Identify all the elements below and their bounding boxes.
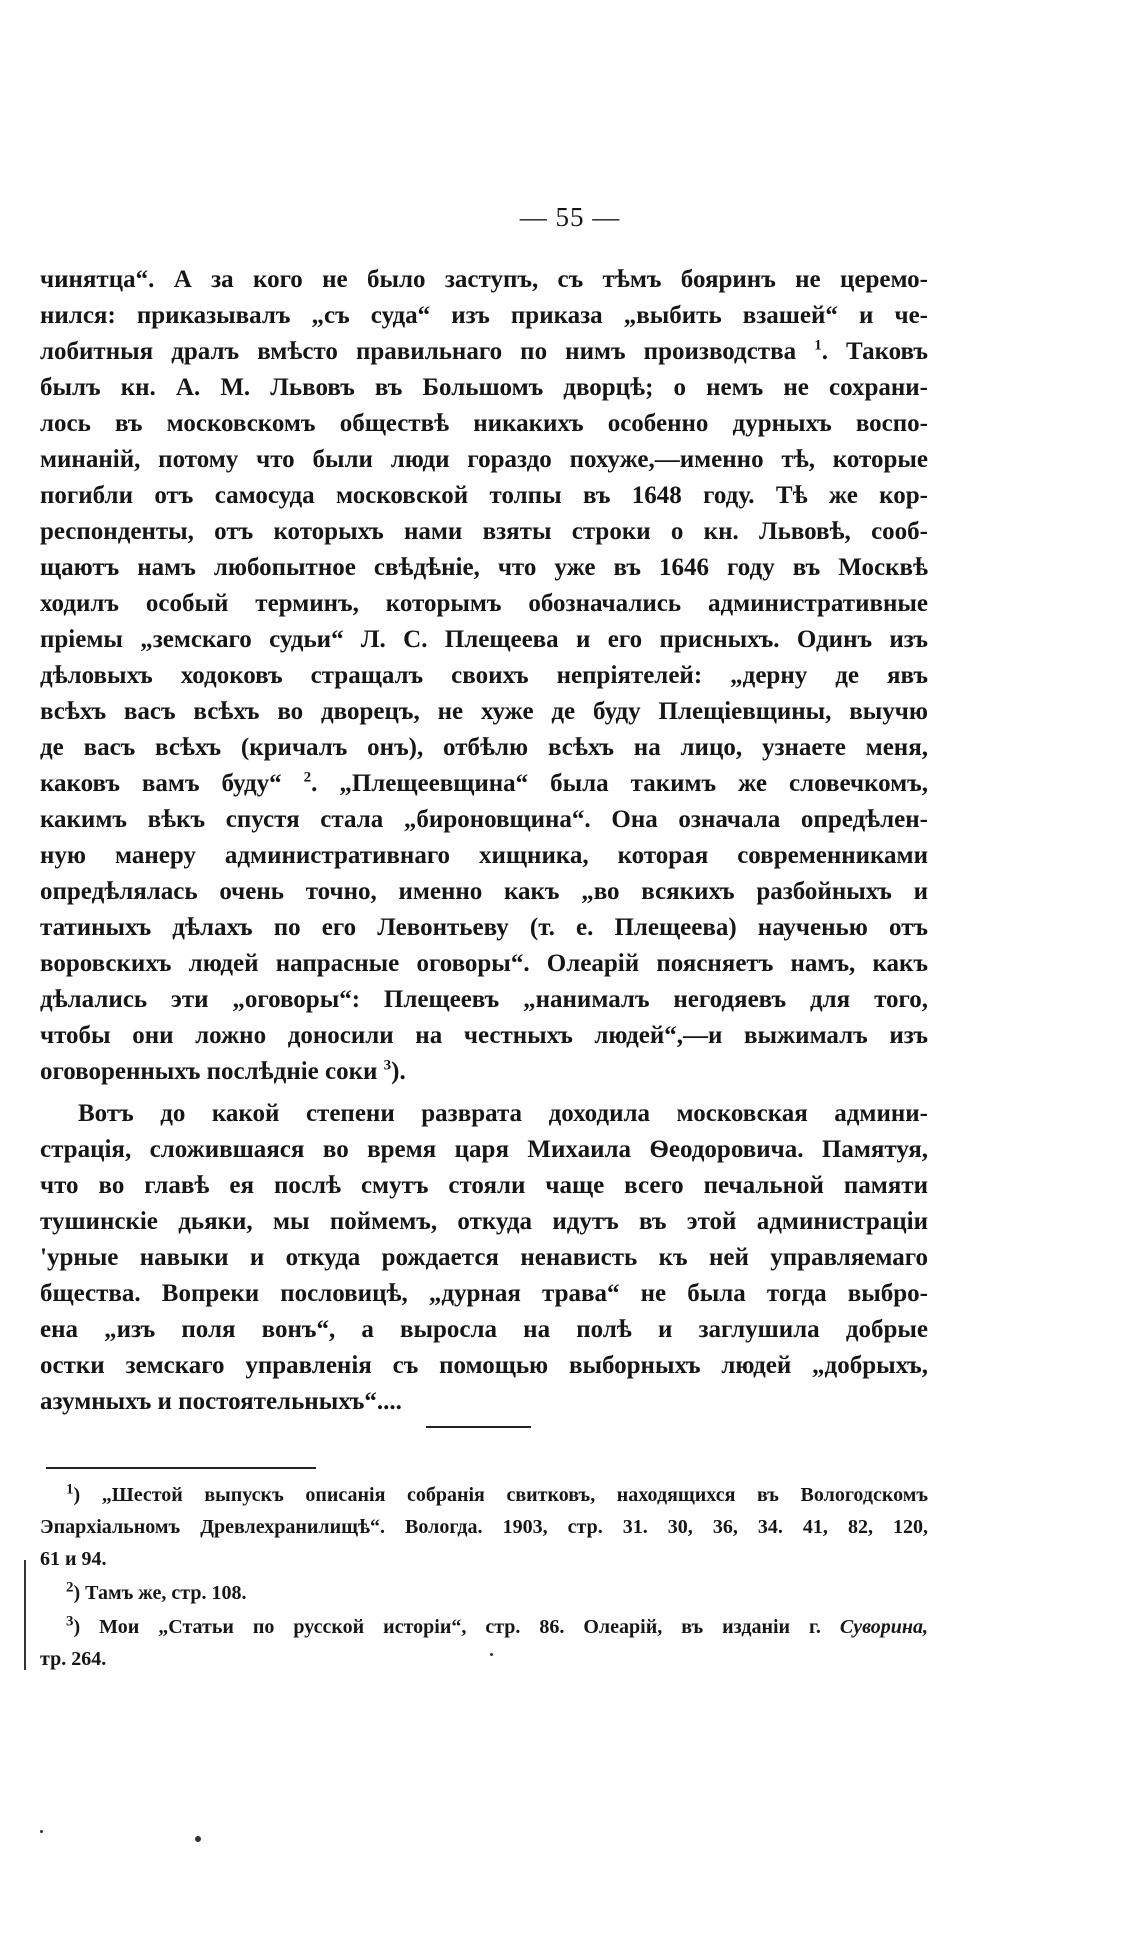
footnote-line xyxy=(66,1578,928,1610)
text-line: былъ кн. А. М. Львовъ въ Большомъ дворцѣ; о немъ не сохрани- xyxy=(40,374,928,401)
section-end-rule xyxy=(426,1426,531,1428)
footnote-italic: Суворина, xyxy=(839,1616,928,1638)
text-line: чинятца“. А за кого не было заступъ, съ тѣмъ бояринъ не церемо- xyxy=(40,266,928,293)
text-line: тушинскіе дьяки, мы поймемъ, откуда идутъ въ этой администраціи xyxy=(40,1208,928,1235)
footnote-text: ) „Шестой выпускъ описанія собранія свитковъ, находящихся въ Вологодскомъ xyxy=(73,1484,928,1506)
text-line: остки земскаго управленія съ помощью выборныхъ людей „добрыхъ, xyxy=(40,1352,928,1379)
text-line-segment: . „Плещеевщина“ была такимъ же словечкомъ, xyxy=(311,770,929,797)
footnote-text: ) Мои „Статьи по русской исторіи“, стр. 86. Олеарій, въ изданіи г. xyxy=(73,1616,821,1638)
text-line-segment: ). xyxy=(391,1058,406,1085)
text-line: ную манеру административнаго хищника, которая современниками xyxy=(40,842,928,869)
footnote-line: 61 и 94. xyxy=(40,1548,107,1570)
footnote-separator xyxy=(46,1467,316,1469)
footnote-line xyxy=(66,1612,928,1644)
text-line xyxy=(40,334,928,374)
footnote-line xyxy=(66,1480,928,1512)
text-line: бщества. Вопреки пословицѣ, „дурная трава“ не была тогда выбро- xyxy=(40,1280,928,1307)
text-line-segment: лобитныя дралъ вмѣсто правильнаго по нимъ производства xyxy=(40,338,797,365)
text-line: чтобы они ложно доносили на честныхъ людей“,—и выжималъ изъ xyxy=(40,1022,928,1049)
text-line: дѣловыхъ ходоковъ стращалъ своихъ непріятелей: „дерну де явъ xyxy=(40,662,928,689)
text-line: 'урные навыки и откуда рождается ненависть къ ней управляемаго xyxy=(40,1244,928,1271)
text-line-segment: оговоренныхъ послѣдніе соки xyxy=(40,1058,378,1085)
scan-speck xyxy=(490,1653,493,1656)
footnote-ref-2[interactable]: 2 xyxy=(303,769,312,786)
text-line: щаютъ намъ любопытное свѣдѣніе, что уже въ 1646 году въ Москвѣ xyxy=(40,554,928,581)
scan-speck xyxy=(195,1836,201,1842)
text-line: минаній, потому что были люди гораздо похуже,—именно тѣ, которые xyxy=(40,446,928,473)
footnote-ref-1[interactable]: 1 xyxy=(814,337,822,354)
text-line: всѣхъ васъ всѣхъ во дворецъ, не хуже де буду Плещіевщины, выучю xyxy=(40,698,928,725)
text-line: лось въ московскомъ обществѣ никакихъ особенно дурныхъ воспо- xyxy=(40,410,928,437)
footnote-line: тр. 264. xyxy=(40,1648,107,1670)
text-line: де васъ всѣхъ (кричалъ онъ), отбѣлю всѣхъ на лицо, узнаете меня, xyxy=(40,734,928,761)
margin-mark xyxy=(24,1560,26,1670)
text-line: нился: приказывалъ „съ суда“ изъ приказа „выбить взашей“ и че- xyxy=(40,302,928,329)
page-number: — 55 — xyxy=(519,202,621,232)
footnote-line: Эпархіальномъ Древлехранилищѣ“. Вологда. 1903, стр. 31. 30, 36, 34. 41, 82, 120, xyxy=(40,1516,928,1538)
text-line: опредѣлялась очень точно, именно какъ „во всякихъ разбойныхъ и xyxy=(40,878,928,905)
text-line: татиныхъ дѣлахъ по его Левонтьеву (т. е. Плещеева) наученью отъ xyxy=(40,914,928,941)
footnote-mark-2: 2 xyxy=(66,1579,74,1596)
scan-speck xyxy=(40,1830,43,1833)
text-line: Вотъ до какой степени разврата доходила московская админи- xyxy=(78,1100,928,1127)
text-line: ходилъ особый терминъ, которымъ обозначались административные xyxy=(40,590,928,617)
footnote-mark-1: 1 xyxy=(66,1481,74,1498)
text-line: дѣлались эти „оговоры“: Плещеевъ „нанималъ негодяевъ для того, xyxy=(40,986,928,1013)
text-line xyxy=(40,766,928,806)
text-line: пріемы „земскаго судьи“ Л. С. Плещеева и его присныхъ. Одинъ изъ xyxy=(40,626,928,653)
text-line: страція, сложившаяся во время царя Михаила Ѳеодоровича. Памятуя, xyxy=(40,1136,928,1163)
text-line-segment: каковъ вамъ буду“ xyxy=(40,770,282,797)
text-line-segment: . Таковъ xyxy=(821,338,928,365)
text-line: что во главѣ ея послѣ смутъ стояли чаще всего печальной памяти xyxy=(40,1172,928,1199)
footnote-text: ) Тамъ же, стр. 108. xyxy=(73,1582,247,1604)
text-line: какимъ вѣкъ спустя стала „бироновщина“. Она означала опредѣлен- xyxy=(40,806,928,833)
text-line xyxy=(40,1054,928,1094)
text-line: азумныхъ и постоятельныхъ“.... xyxy=(40,1388,402,1415)
text-line: погибли отъ самосуда московской толпы въ 1648 году. Тѣ же кор- xyxy=(40,482,928,509)
footnote-ref-3[interactable]: 3 xyxy=(383,1057,392,1074)
text-line: респонденты, отъ которыхъ нами взяты строки о кн. Львовѣ, сооб- xyxy=(40,518,928,545)
text-line: воровскихъ людей напрасные оговоры“. Олеарій поясняетъ намъ, какъ xyxy=(40,950,928,977)
footnote-mark-3: 3 xyxy=(66,1613,74,1630)
text-line: ена „изъ поля вонъ“, а выросла на полѣ и заглушила добрые xyxy=(40,1316,928,1343)
